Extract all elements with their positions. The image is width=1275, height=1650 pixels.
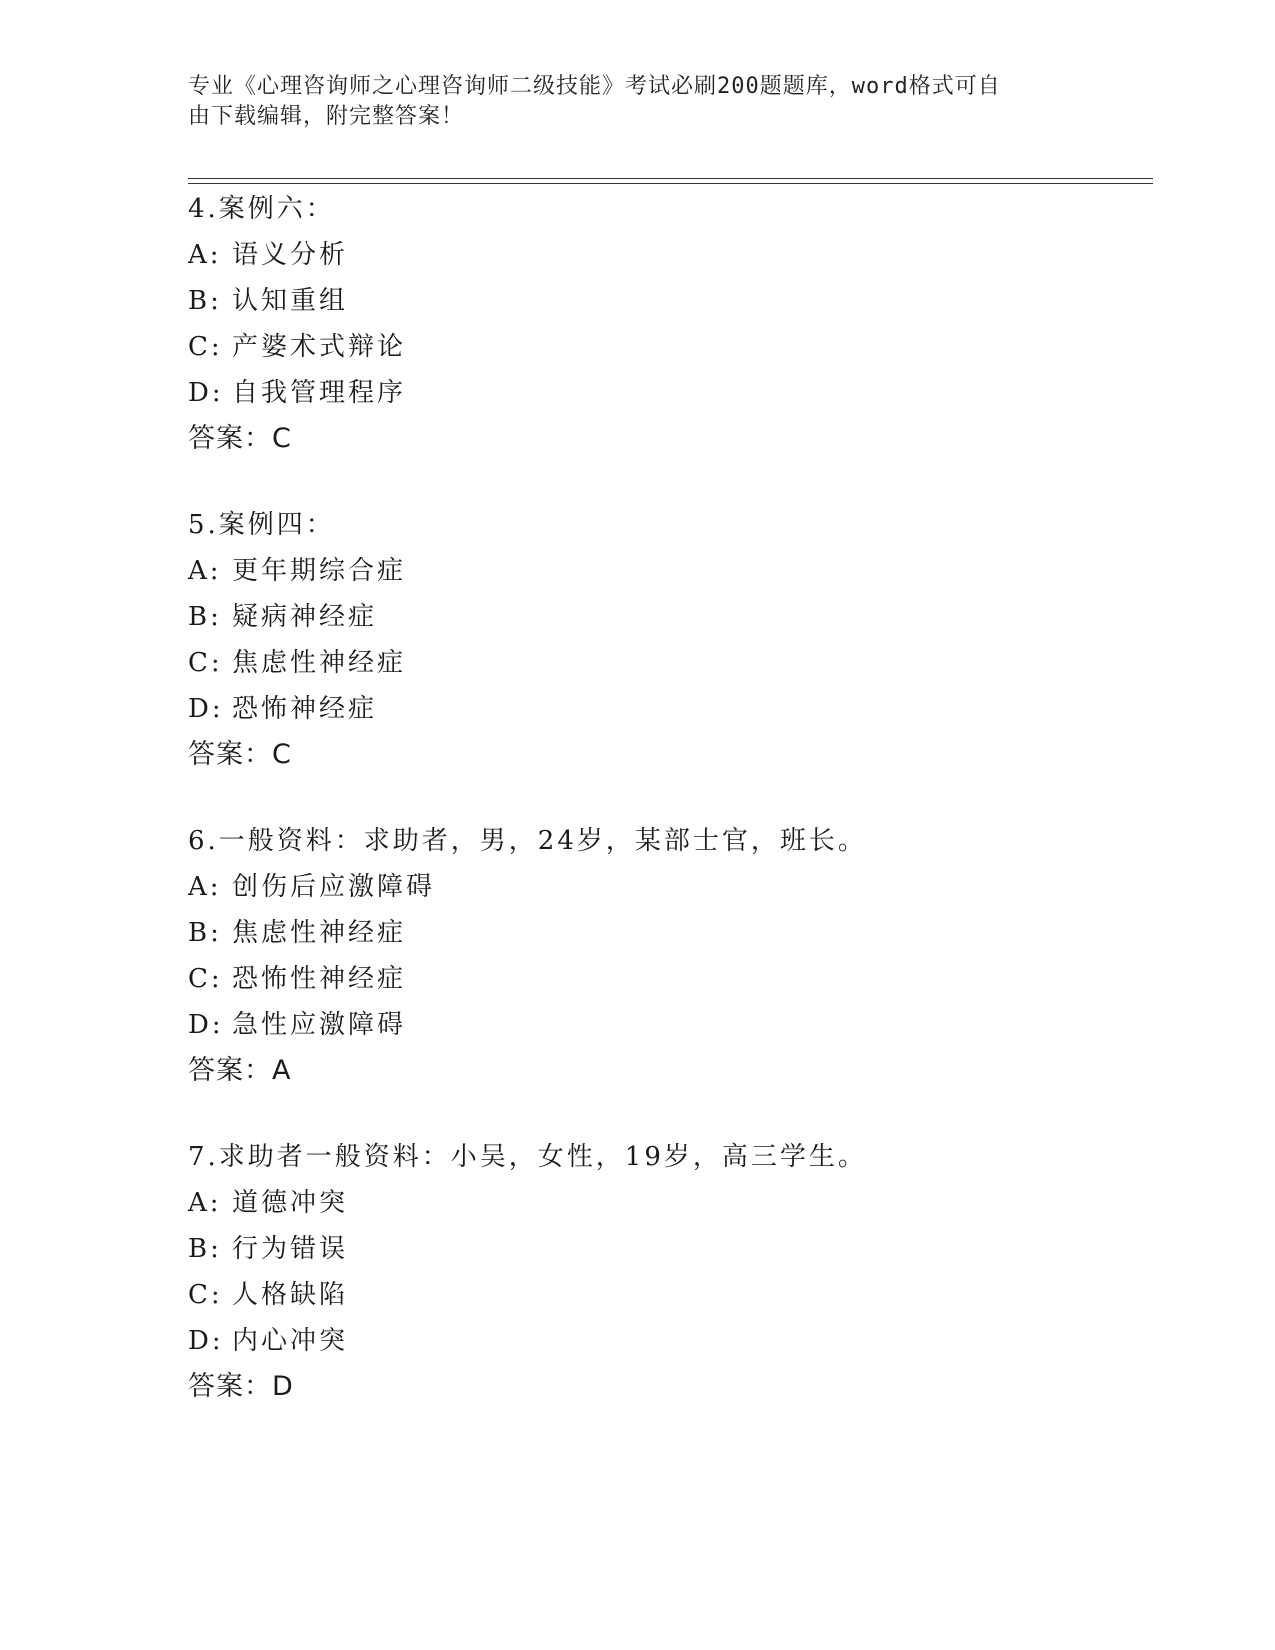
option-text: 语义分析: [232, 240, 349, 270]
answer-value: A: [272, 1055, 292, 1086]
option-text: 疑病神经症: [232, 602, 378, 632]
answer-value: C: [272, 423, 292, 454]
option-text: 创伤后应激障碍: [232, 872, 436, 902]
option-a: [188, 232, 1148, 278]
option-key: A:: [188, 872, 222, 902]
document-header: [188, 72, 1068, 132]
option-key: A:: [188, 1188, 222, 1218]
option-b: [188, 594, 1148, 640]
option-text: 认知重组: [232, 286, 349, 316]
option-text: 恐怖神经症: [232, 694, 378, 724]
option-key: D:: [188, 694, 224, 724]
option-text: 人格缺陷: [232, 1280, 349, 1310]
option-key: C:: [188, 1280, 223, 1310]
option-c: [188, 640, 1148, 686]
option-text: 内心冲突: [232, 1326, 349, 1356]
answer: [188, 1364, 1148, 1410]
answer-label: 答案：: [188, 1371, 272, 1402]
answer: [188, 416, 1148, 462]
header-divider-bottom: [188, 183, 1153, 184]
question-stem: 7.求助者一般资料：小吴，女性，19岁，高三学生。: [188, 1142, 867, 1172]
option-key: C:: [188, 648, 223, 678]
question-stem: 5.案例四：: [188, 510, 335, 540]
option-a: [188, 864, 1148, 910]
header-line-2: 由下载编辑，附完整答案！: [188, 104, 465, 129]
option-c: [188, 1272, 1148, 1318]
question-6: [188, 818, 1148, 1094]
question-stem: 6.一般资料：求助者，男，24岁，某部士官，班长。: [188, 826, 867, 856]
header-line-1: 专业《心理咨询师之心理咨询师二级技能》考试必刷200题题库，word格式可自: [188, 74, 1001, 99]
option-d: [188, 686, 1148, 732]
option-key: C:: [188, 332, 223, 362]
option-key: B:: [188, 286, 222, 316]
option-d: [188, 370, 1148, 416]
option-key: A:: [188, 240, 222, 270]
option-text: 焦虑性神经症: [232, 918, 407, 948]
option-text: 道德冲突: [232, 1188, 349, 1218]
question-7: [188, 1134, 1148, 1410]
option-text: 更年期综合症: [232, 556, 407, 586]
answer: [188, 732, 1148, 778]
option-key: D:: [188, 378, 224, 408]
option-a: [188, 1180, 1148, 1226]
option-key: B:: [188, 918, 222, 948]
answer-value: C: [272, 739, 292, 770]
option-d: [188, 1318, 1148, 1364]
option-c: [188, 956, 1148, 1002]
option-key: D:: [188, 1010, 224, 1040]
option-text: 自我管理程序: [232, 378, 407, 408]
answer: [188, 1048, 1148, 1094]
option-key: C:: [188, 964, 223, 994]
answer-label: 答案：: [188, 423, 272, 454]
option-key: B:: [188, 1234, 222, 1264]
option-key: B:: [188, 602, 222, 632]
option-b: [188, 1226, 1148, 1272]
option-c: [188, 324, 1148, 370]
header-divider-top: [188, 178, 1153, 179]
option-d: [188, 1002, 1148, 1048]
question-4: [188, 186, 1148, 462]
option-text: 恐怖性神经症: [232, 964, 407, 994]
option-b: [188, 278, 1148, 324]
option-text: 焦虑性神经症: [232, 648, 407, 678]
option-text: 急性应激障碍: [232, 1010, 407, 1040]
option-key: A:: [188, 556, 222, 586]
question-5: [188, 502, 1148, 778]
question-stem: 4.案例六：: [188, 194, 335, 224]
option-text: 行为错误: [232, 1234, 349, 1264]
option-key: D:: [188, 1326, 224, 1356]
question-list: [188, 186, 1148, 1450]
answer-label: 答案：: [188, 1055, 272, 1086]
option-b: [188, 910, 1148, 956]
option-text: 产婆术式辩论: [232, 332, 407, 362]
option-a: [188, 548, 1148, 594]
answer-label: 答案：: [188, 739, 272, 770]
answer-value: D: [272, 1371, 294, 1402]
